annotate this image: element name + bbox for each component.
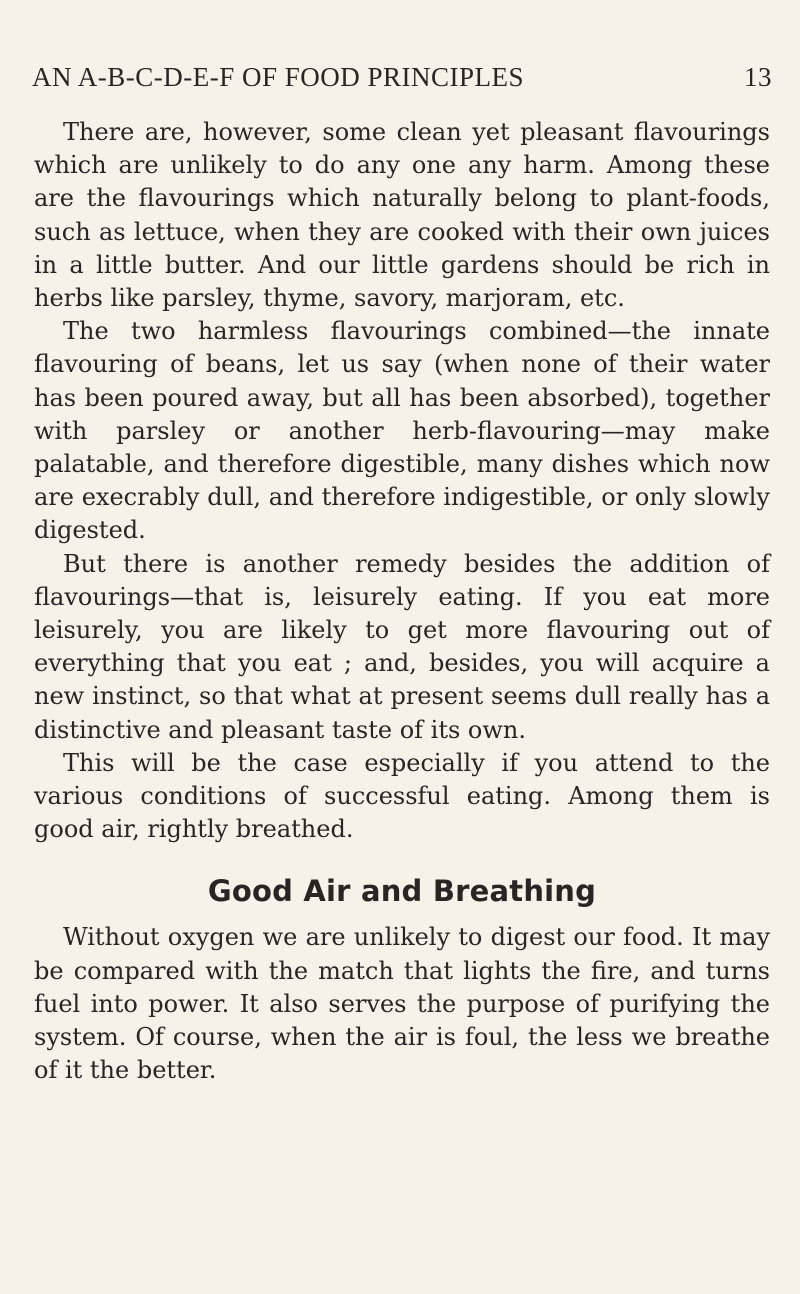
body-text: [34, 116, 770, 1087]
paragraph: But there is another remedy besides the addition of flavourings—that is, leisurely eating. If you eat more leisurely, you are likely to get more flavouring out of everything that you eat ; and, besides, you will acquire a new instinct, so that what at present seems dull really has a distinctive and pleasant taste of its own.: [34, 549, 770, 744]
section-heading: Good Air and Breathing: [207, 874, 597, 909]
paragraph: The two harmless flavourings combined—the innate flavouring of beans, let us say (when none of their water has been poured away, but all has been absorbed), together with parsley or another herb-flavouring—may make palatable, and therefore digestible, many dishes which now are execrably dull, and therefore indigestible, or only slowly digested.: [34, 317, 770, 545]
paragraph: There are, however, some clean yet pleasant flavourings which are unlikely to do any one any harm. Among these are the flavourings which naturally belong to plant-foods, such as lettuce, when they are cooked with their own juices in a little butter. And our little gardens should be rich in herbs like parsley, thyme, savory, marjoram, etc.: [34, 118, 770, 313]
paragraph: Without oxygen we are unlikely to digest our food. It may be compared with the match that lights the fire, and turns fuel into power. It also serves the purpose of purifying the system. Of course, when the air is foul, the less we breathe of it the better.: [34, 923, 770, 1085]
running-head: [32, 62, 772, 98]
page-number: 13: [744, 62, 772, 92]
running-head-title: AN A-B-C-D-E-F OF FOOD PRINCIPLES: [32, 62, 525, 92]
paragraph: This will be the case especially if you attend to the various conditions of successful eating. Among them is good air, rightly breathed.: [34, 748, 770, 844]
